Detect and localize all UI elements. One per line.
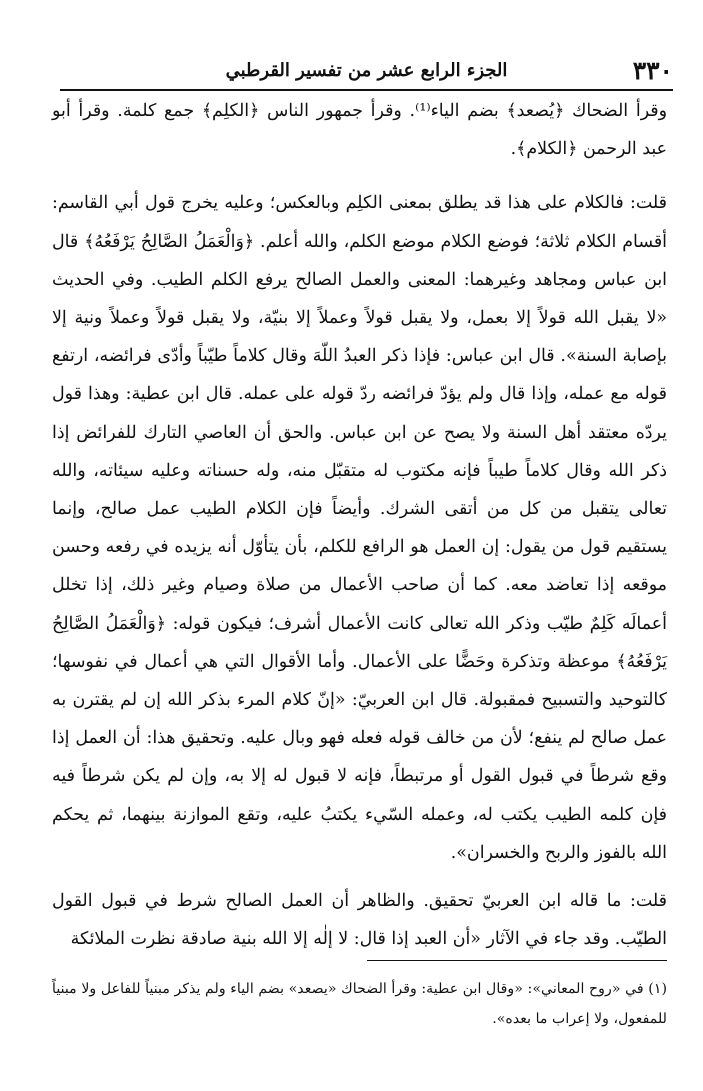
main-text [52,92,667,958]
paragraph: وقرأ الضحاك ﴿يُصعد﴾ بضم الياء⁽¹⁾. وقرأ جمهور الناس ﴿الكلِم﴾ جمع كلمة. وقرأ أبو عبد الرحمن ﴿الكلام﴾. [52,101,667,160]
footnote: (١) في «روح المعاني»: «وقال ابن عطية: وقرأ الضحاك «يصعد» بضم الياء ولم يذكر مبنياً للفاعل ولا مبنياً للمفعول، ولا إعراب ما بعده». [52,981,667,1027]
page-number: ٣٣٠ [632,56,673,85]
paragraph: قلت: ما قاله ابن العربيّ تحقيق. والظاهر أن العمل الصالح شرط في قبول القول الطيّب. وقد جاء في الآثار «أن العبد إذا قال: لا إلٰه إلا الله بنية صادقة نظرت الملائكة [52,891,667,950]
paragraph: قلت: فالكلام على هذا قد يطلق بمعنى الكلِم وبالعكس؛ وعليه يخرج قول أبي القاسم: أقسام الكلام ثلاثة؛ فوضع الكلام موضع الكلم، والله أعلم. ﴿وَالْعَمَلُ الصَّالِحُ يَرْفَعُهُ﴾ قال ابن عباس ومجاهد وغيرهما: المعنى والعمل الصالح يرفع الكلم الطيب. وفي الحديث «لا يقبل الله قولاً إلا بعمل، ولا يقبل قولاً وعملاً إلا بنيّة، ولا يقبل قولاً وعملاً ونية إلا بإصابة السنة». قال ابن عباس: فإذا ذكر العبدُ اللّهَ وقال كلاماً طيّباً وأدّى فرائضه، ارتفع قوله مع عمله، وإذا قال ولم يؤدّ فرائضه ردّ قوله على عمله. قال ابن عطية: وهذا قول يردّه معتقد أهل السنة ولا يصح عن ابن عباس. والحق أن العاصي التارك للفرائض إذا ذكر الله وقال كلاماً طيباً فإنه مكتوب له متقبّل منه، وله حسناته وعليه سيئاته، والله تعالى يتقبل من كل من أتقى الشرك. وأيضاً فإن الكلام الطيب عمل صالح، وإنما يستقيم قول من يقول: إن العمل هو الرافع للكلم، بأن يتأوّل أنه يزيده في رفعه وحسن موقعه إذا تعاضد معه. كما أن صاحب الأعمال من صلاة وصيام وغير ذلك، إذا تخلل أعمالَه كَلِمٌ طيّب وذكر الله تعالى كانت الأعمال أشرف؛ فيكون قوله: ﴿وَالْعَمَلُ الصَّالِحُ يَرْفَعُهُ﴾ موعظة وتذكرة وحَضًّا على الأعمال. وأما الأقوال التي هي أعمال في نفوسها؛ كالتوحيد والتسبيح فمقبولة. قال ابن العربيّ: «إنّ كلام المرء بذكر الله إن لم يقترن به عمل صالح لم ينفع؛ لأن من خالف قوله فعله فهو وبال عليه. وتحقيق هذا: أن العمل إذا وقع شرطاً في قبول القول أو مرتبطاً، فإنه لا قبول له إلا به، وإن لم يكن شرطاً فيه فإن كلمه الطيب يكتب له، وعمله السّيء يكتبُ عليه، وتقع الموازنة بينهما، ثم يحكم الله بالفوز والربح والخسران». [52,193,667,863]
page-header [60,54,673,88]
footnote-separator [367,960,667,961]
header-rule [60,89,673,91]
running-title: الجزء الرابع عشر من تفسير القرطبي [225,60,508,81]
